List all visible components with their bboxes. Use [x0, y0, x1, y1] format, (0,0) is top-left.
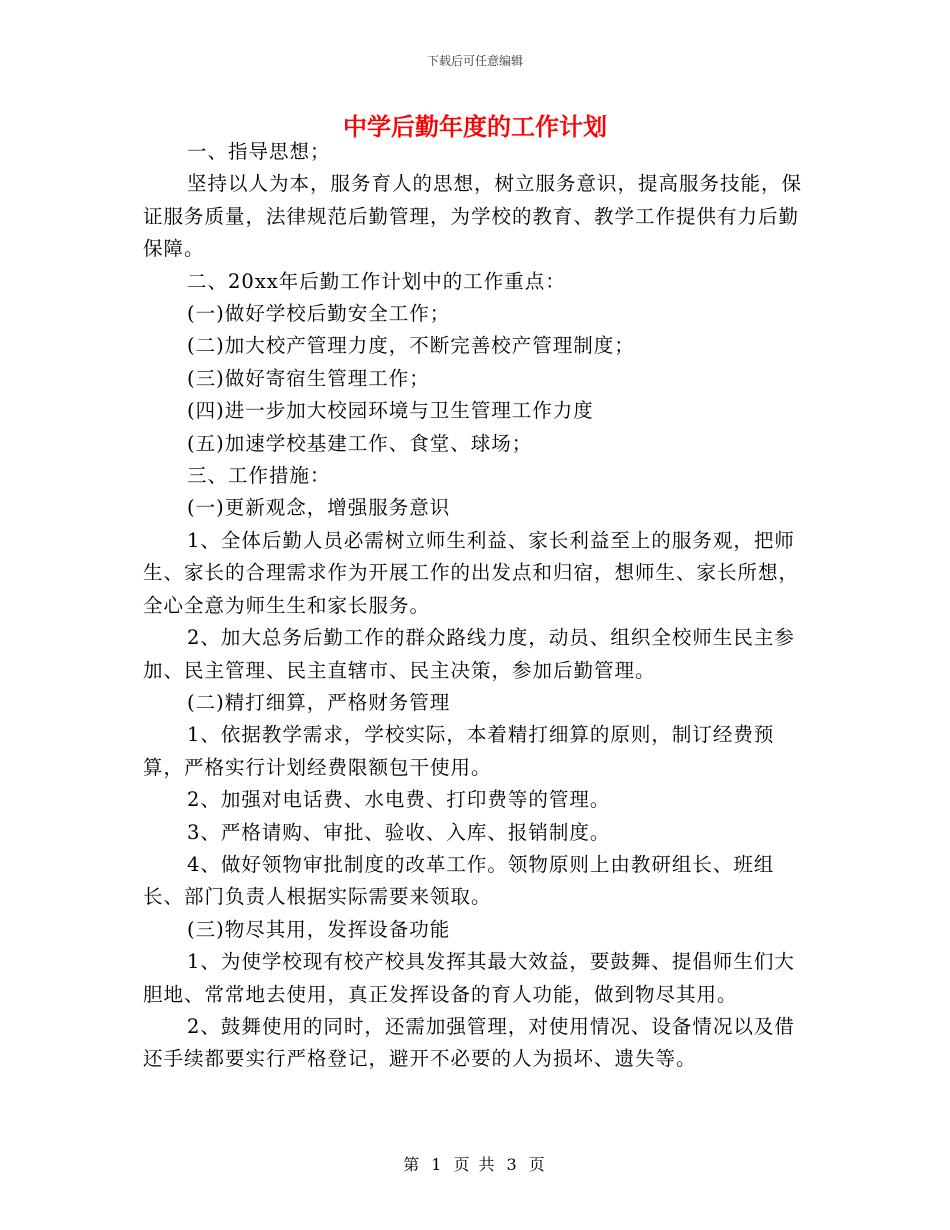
paragraph: (二)精打细算，严格财务管理 [187, 690, 451, 714]
footer-current-page: 1 [431, 1155, 444, 1174]
paragraph: 3、严格请购、审批、验收、入库、报销制度。 [187, 820, 611, 844]
paragraph: 1、依据教学需求，学校实际，本着精打细算的原则，制订经费预算，严格实行计划经费限额包干使用。 [143, 723, 775, 779]
paragraph: 二、20xx年后勤工作计划中的工作重点： [187, 269, 566, 293]
page-header-note: 下载后可任意编辑 [426, 54, 523, 68]
paragraph: 三、工作措施： [187, 464, 331, 488]
paragraph: (五)加速学校基建工作、食堂、球场； [187, 431, 533, 455]
paragraph: 一、指导思想； [187, 140, 331, 163]
paragraph: 2、加大总务后勤工作的群众路线力度，动员、组织全校师生民主参加、民主管理、民主直辖市、民主决策，参加后勤管理。 [143, 626, 795, 682]
paragraph: 坚持以人为本，服务育人的思想，树立服务意识，提高服务技能，保证服务质量，法律规范后勤管理，为学校的教育、教学工作提供有力后勤保障。 [143, 172, 803, 261]
footer-suffix: 页 [528, 1155, 547, 1174]
page-footer [0, 1155, 950, 1175]
paragraph: 4、做好领物审批制度的改革工作。领物原则上由教研组长、班组长、部门负责人根据实际需要来领取。 [143, 852, 775, 909]
paragraph: (一)更新观念，增强服务意识 [187, 496, 451, 520]
paragraph: 2、加强对电话费、水电费、打印费等的管理。 [187, 788, 611, 812]
paragraph: (四)进一步加大校园环境与卫生管理工作力度 [187, 399, 594, 423]
paragraph: 2、鼓舞使用的同时，还需加强管理，对使用情况、设备情况以及借还手续都要实行严格登记，避开不必要的人为损坏、遗失等。 [143, 1014, 795, 1071]
paragraph: (三)做好寄宿生管理工作； [187, 366, 430, 390]
paragraph: 1、全体后勤人员必需树立师生利益、家长利益至上的服务观，把师生、家长的合理需求作为开展工作的出发点和归宿，想师生、家长所想，全心全意为师生生和家长服务。 [143, 528, 800, 617]
footer-middle: 页 共 [453, 1155, 497, 1174]
footer-total-pages: 3 [506, 1155, 519, 1174]
paragraph: (一)做好学校后勤安全工作； [187, 302, 451, 326]
paragraph: (三)物尽其用，发挥设备功能 [187, 917, 451, 941]
paragraph: 1、为使学校现有校产校具发挥其最大效益，要鼓舞、提倡师生们大胆地、常常地去使用，真正发挥设备的育人功能，做到物尽其用。 [143, 950, 795, 1006]
footer-prefix: 第 [403, 1155, 422, 1174]
paragraph: (二)加大校产管理力度，不断完善校产管理制度； [187, 334, 635, 358]
document-title: 中学后勤年度的工作计划 [343, 112, 607, 141]
document-body [143, 136, 810, 1076]
